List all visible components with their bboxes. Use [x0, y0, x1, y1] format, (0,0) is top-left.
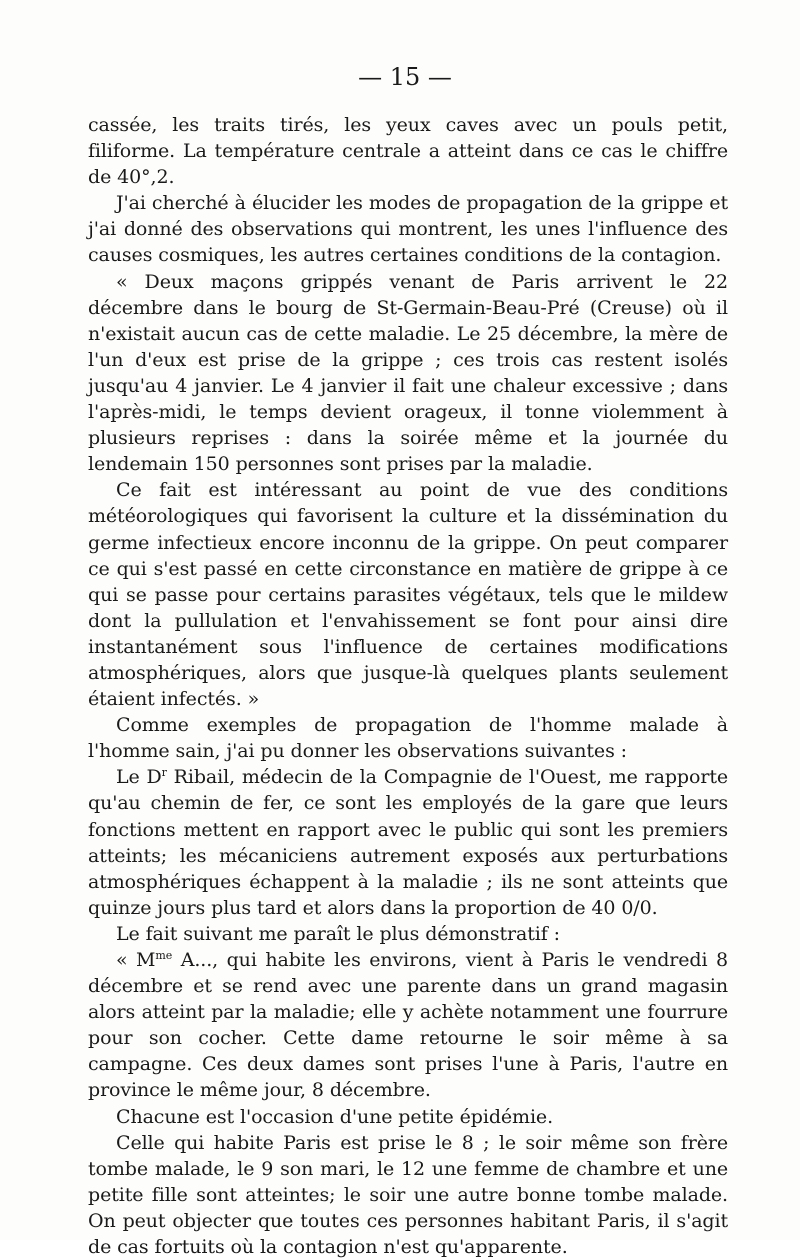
paragraph-text: Ribail, médecin de la Compagnie de l'Ouest, me rapporte qu'au chemin de fer, ce sont les employés de la gare que leurs fonctions mettent en rapport avec le public qui sont les premiers atteints; les mécaniciens autrement exposés aux perturbations atmosphériques échappent à la maladie ; ils ne sont atteints que quinze jours plus tard et alors dans la proportion de 40 0/0.	[88, 766, 728, 919]
paragraph-fever-description	[88, 112, 728, 190]
paragraph-text: « Deux maçons grippés venant de Paris arrivent le 22 décembre dans le bourg de St-Germain-Beau-Pré (Creuse) où il n'existait aucun cas de cette maladie. Le 25 décembre, la mère de l'un d'eux est prise de la grippe ; ces trois cas restent isolés jusqu'au 4 janvier. Le 4 janvier il fait une chaleur excessive ; dans l'après-midi, le temps devient orageux, il tonne violemment à plusieurs reprises : dans la soirée même et la journée du lendemain 150 personnes sont prises par la maladie.	[88, 270, 728, 476]
paragraph-contagion-examples	[88, 712, 728, 764]
page-number: — 15 —	[358, 63, 452, 91]
paragraph-ribail-report	[88, 764, 728, 921]
paragraph-text: Ce fait est intéressant au point de vue des conditions météorologiques qui favorisent la culture et la dissémination du germe infectieux encore inconnu de la grippe. On peut comparer ce qui s'est passé en cette circonstance en matière de grippe à ce qui se passe pour certains parasites végétaux, tels que le mildew dont la pullulation et l'envahissement se font pour ainsi dire instantanément sous l'influence de certaines modifications atmosphériques, alors que jusque-là quelques plants seulement étaient infectés. »	[88, 479, 728, 711]
paragraph-lead: Le D	[116, 766, 162, 789]
paragraph-text: J'ai cherché à élucider les modes de propagation de la grippe et j'ai donné des observations qui montrent, les unes l'influence des causes cosmiques, les autres certaines conditions de la contagion.	[88, 192, 728, 267]
paragraph-madame-a-case	[88, 947, 728, 1104]
paragraph-lead: « M	[116, 949, 156, 971]
paragraph-meteorological-conditions	[88, 477, 728, 712]
paragraph-small-epidemic	[88, 1104, 728, 1130]
body-text	[88, 112, 728, 1260]
superscript: r	[161, 766, 167, 780]
superscript: me	[155, 949, 173, 962]
paragraph-text: cassée, les traits tirés, les yeux caves avec un pouls petit, filiforme. La température centrale a atteint dans ce cas le chiffre de 40°,2.	[88, 114, 728, 189]
paragraph-propagation-modes	[88, 190, 728, 268]
paragraph-demonstrative-fact	[88, 921, 728, 947]
paragraph-text: Celle qui habite Paris est prise le 8 ; le soir même son frère tombe malade, le 9 son mari, le 12 une femme de chambre et une petite fille sont atteintes; le soir une autre bonne tombe malade. On peut objecter que toutes ces personnes habitant Paris, il s'agit de cas fortuits où la contagion n'est qu'apparente.	[88, 1131, 728, 1259]
paragraph-masons-quote	[88, 269, 728, 478]
paragraph-text: Comme exemples de propagation de l'homme malade à l'homme sain, j'ai pu donner les observations suivantes :	[88, 714, 728, 763]
paragraph-paris-household	[88, 1130, 728, 1260]
paragraph-text: Chacune est l'occasion d'une petite épidémie.	[116, 1105, 554, 1128]
paragraph-text: Le fait suivant me paraît le plus démonstratif :	[116, 922, 560, 945]
paragraph-text: A..., qui habite les environs, vient à Paris le vendredi 8 décembre et se rend avec une parente dans un grand magasin alors atteint par la maladie; elle y achète notamment une fourrure pour son cocher. Cette dame retourne le soir même à sa campagne. Ces deux dames sont prises l'une à Paris, l'autre en province le même jour, 8 décembre.	[88, 949, 728, 1102]
